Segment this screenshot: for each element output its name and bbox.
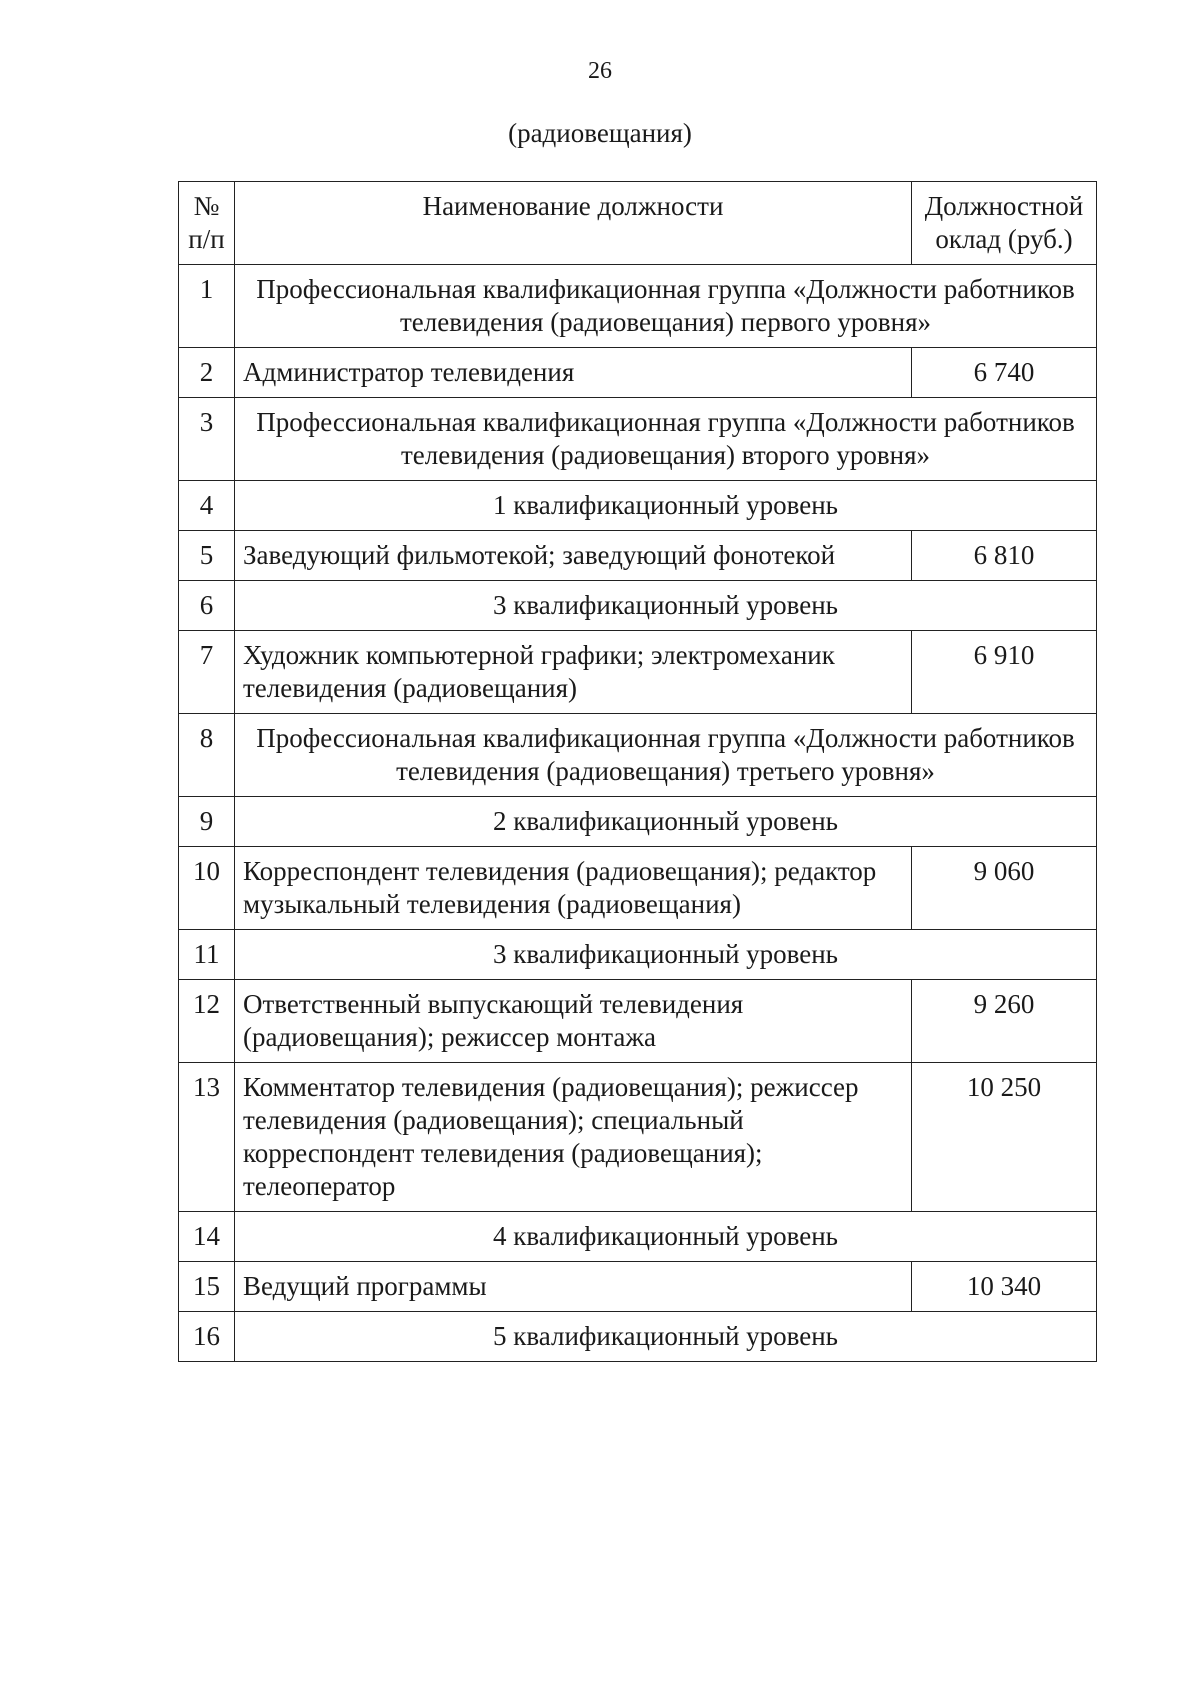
table-row [179, 265, 1097, 348]
position-name: Комментатор телевидения (радиовещания); режиссер телевидения (радиовещания); специальный корреспондент телевидения (радиовещания); телеоператор [235, 1063, 912, 1212]
page-subtitle: (радиовещания) [508, 118, 692, 148]
position-name: Корреспондент телевидения (радиовещания); редактор музыкальный телевидения (радиовещания) [235, 847, 912, 930]
table-row [179, 1262, 1097, 1312]
table-row [179, 847, 1097, 930]
position-name: Ответственный выпускающий телевидения (радиовещания); режиссер монтажа [235, 980, 912, 1063]
level-title: 4 квалификационный уровень [235, 1212, 1097, 1262]
table-row [179, 348, 1097, 398]
row-num: 13 [179, 1063, 235, 1212]
salary-value: 6 740 [912, 348, 1097, 398]
row-num: 14 [179, 1212, 235, 1262]
row-num: 2 [179, 348, 235, 398]
table-row [179, 1063, 1097, 1212]
position-name: Художник компьютерной графики; электромеханик телевидения (радиовещания) [235, 631, 912, 714]
level-title: 5 квалификационный уровень [235, 1312, 1097, 1362]
level-title: 3 квалификационный уровень [235, 581, 1097, 631]
level-title: 2 квалификационный уровень [235, 797, 1097, 847]
table-row [179, 980, 1097, 1063]
position-name: Ведущий программы [235, 1262, 912, 1312]
row-num: 15 [179, 1262, 235, 1312]
header-name: Наименование должности [235, 182, 912, 265]
salary-table [178, 181, 1097, 1362]
salary-value: 10 250 [912, 1063, 1097, 1212]
row-num: 11 [179, 930, 235, 980]
position-name: Заведующий фильмотекой; заведующий фонотекой [235, 531, 912, 581]
table-row [179, 1212, 1097, 1262]
header-salary: Должностной оклад (руб.) [912, 182, 1097, 265]
group-title: Профессиональная квалификационная группа «Должности работников телевидения (радиовещания) первого уровня» [235, 265, 1097, 348]
header-num: № п/п [179, 182, 235, 265]
table-row [179, 531, 1097, 581]
table-row [179, 481, 1097, 531]
table-row [179, 631, 1097, 714]
row-num: 9 [179, 797, 235, 847]
row-num: 5 [179, 531, 235, 581]
row-num: 7 [179, 631, 235, 714]
salary-value: 6 810 [912, 531, 1097, 581]
table-header-row [179, 182, 1097, 265]
level-title: 3 квалификационный уровень [235, 930, 1097, 980]
salary-value: 10 340 [912, 1262, 1097, 1312]
level-title: 1 квалификационный уровень [235, 481, 1097, 531]
row-num: 1 [179, 265, 235, 348]
position-name: Администратор телевидения [235, 348, 912, 398]
row-num: 16 [179, 1312, 235, 1362]
table-row [179, 930, 1097, 980]
table-row [179, 714, 1097, 797]
row-num: 4 [179, 481, 235, 531]
table-row [179, 398, 1097, 481]
table-row [179, 581, 1097, 631]
row-num: 6 [179, 581, 235, 631]
group-title: Профессиональная квалификационная группа «Должности работников телевидения (радиовещания) второго уровня» [235, 398, 1097, 481]
page-number: 26 [588, 58, 612, 84]
row-num: 10 [179, 847, 235, 930]
row-num: 3 [179, 398, 235, 481]
row-num: 12 [179, 980, 235, 1063]
salary-value: 9 260 [912, 980, 1097, 1063]
table-row [179, 797, 1097, 847]
group-title: Профессиональная квалификационная группа «Должности работников телевидения (радиовещания) третьего уровня» [235, 714, 1097, 797]
salary-value: 9 060 [912, 847, 1097, 930]
salary-value: 6 910 [912, 631, 1097, 714]
table-row [179, 1312, 1097, 1362]
row-num: 8 [179, 714, 235, 797]
